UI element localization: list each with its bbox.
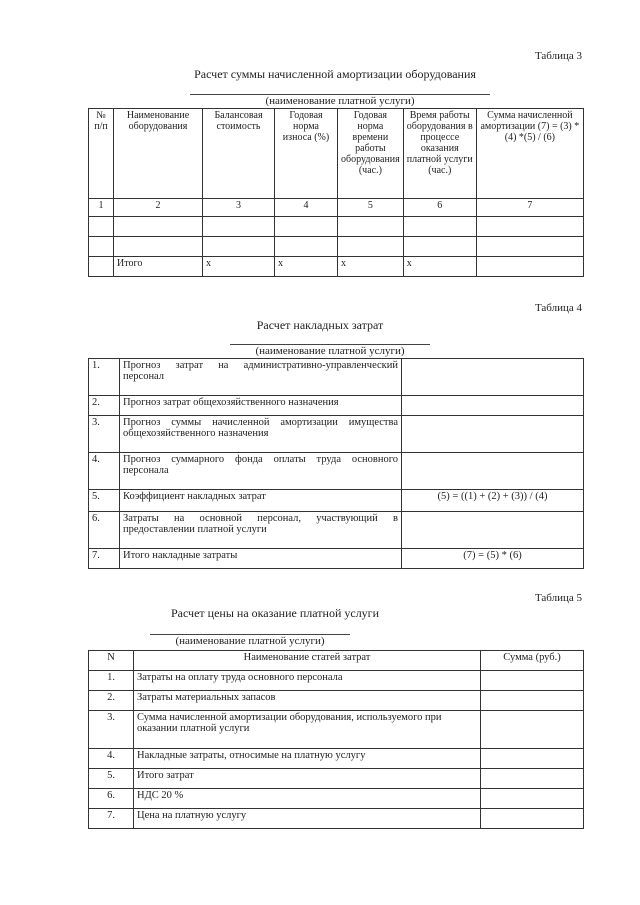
t5-row-num: 6. [89,789,134,809]
t3-header-wear: Годовая норма износа (%) [275,109,338,199]
t3-total-cell: х [203,257,275,277]
t3-colnum: 7 [476,199,583,217]
t5-row-text: Затраты материальных запасов [134,691,481,711]
t4-row [89,416,584,453]
t4-row [89,359,584,396]
t4-row [89,512,584,549]
t3-total-cell: х [338,257,404,277]
t3-header-equipment: Наименование оборудования [114,109,203,199]
t5-row [89,809,584,829]
t5-row [89,711,584,749]
t3-colnum: 6 [403,199,476,217]
t4-row-num: 6. [89,512,120,549]
t4-row-value: (5) = ((1) + (2) + (3)) / (4) [402,490,584,512]
t3-header-depreciation: Сумма начисленной амортизации (7) = (3) * (4) *(5) / (6) [476,109,583,199]
t5-row-text: Накладные затраты, относимые на платную услугу [134,749,481,769]
t3-colnum: 4 [275,199,338,217]
t4-row-value [402,359,584,396]
t5-header-name: Наименование статей затрат [134,651,481,671]
t5-row-num: 1. [89,671,134,691]
t3-colnum: 1 [89,199,114,217]
t5-row-num: 3. [89,711,134,749]
table4 [88,358,584,569]
t4-row-value [402,416,584,453]
t4-row [89,453,584,490]
t3-total-row [89,257,584,277]
t3-colnum: 3 [203,199,275,217]
table3-title: Расчет суммы начисленной амортизации оборудования [194,67,476,81]
t4-row-num: 5. [89,490,120,512]
t3-header-annual-hours: Годовая норма времени работы оборудования (час.) [338,109,404,199]
t5-row-text: Затраты на оплату труда основного персонала [134,671,481,691]
t3-total-cell: х [403,257,476,277]
t5-header-sum: Сумма (руб.) [481,651,584,671]
table4-title: Расчет накладных затрат [256,318,384,332]
t3-empty-row [89,217,584,237]
t5-header-num: N [89,651,134,671]
t3-header-balance: Балансовая стоимость [203,109,275,199]
table5-label: Таблица 5 [534,592,582,604]
t4-row-text: Прогноз затрат общехозяйственного назначения [120,396,402,416]
t3-empty-row [89,237,584,257]
t5-row-text: Сумма начисленной амортизации оборудования, используемого при оказании платной услуги [134,711,481,749]
table3 [88,108,584,277]
t5-row-num: 5. [89,769,134,789]
table5-service-caption: (наименование платной услуги) [150,634,350,647]
t4-row [89,396,584,416]
t5-row [89,769,584,789]
t3-total-label: Итого [114,257,203,277]
t5-row-text: Цена на платную услугу [134,809,481,829]
table3-label: Таблица 3 [534,50,582,62]
t4-row-text: Затраты на основной персонал, участвующий в предоставлении платной услуги [120,512,402,549]
t4-row-value [402,453,584,490]
t4-row-num: 4. [89,453,120,490]
t5-row [89,789,584,809]
t4-row-value: (7) = (5) * (6) [402,549,584,569]
table4-label: Таблица 4 [534,302,582,314]
t5-row-num: 7. [89,809,134,829]
table3-service-caption: (наименование платной услуги) [190,94,490,107]
t5-row [89,671,584,691]
t4-row-text: Прогноз суммарного фонда оплаты труда основного персонала [120,453,402,490]
table5 [88,650,584,829]
t4-row [89,490,584,512]
t4-row-text: Прогноз суммы начисленной амортизации имущества общехозяйственного назначения [120,416,402,453]
table4-service-caption: (наименование платной услуги) [230,344,430,357]
t3-colnum: 2 [114,199,203,217]
t5-row-text: Итого затрат [134,769,481,789]
table5-title: Расчет цены на оказание платной услуги [170,606,380,620]
t5-row [89,691,584,711]
t5-row-num: 2. [89,691,134,711]
t3-total-cell: х [275,257,338,277]
t4-row-num: 3. [89,416,120,453]
t4-row-num: 7. [89,549,120,569]
t4-row-value [402,396,584,416]
t5-row-text: НДС 20 % [134,789,481,809]
t4-row-value [402,512,584,549]
t3-colnum: 5 [338,199,404,217]
t4-row-num: 1. [89,359,120,396]
t4-row-num: 2. [89,396,120,416]
t4-row-text: Итого накладные затраты [120,549,402,569]
t4-row-text: Коэффициент накладных затрат [120,490,402,512]
t3-header-num: № п/п [89,109,114,199]
t5-row-num: 4. [89,749,134,769]
t4-row-text: Прогноз затрат на административно-управленческий персонал [120,359,402,396]
t5-row [89,749,584,769]
t4-row [89,549,584,569]
t3-header-service-hours: Время работы оборудования в процессе оказания платной услуги (час.) [403,109,476,199]
